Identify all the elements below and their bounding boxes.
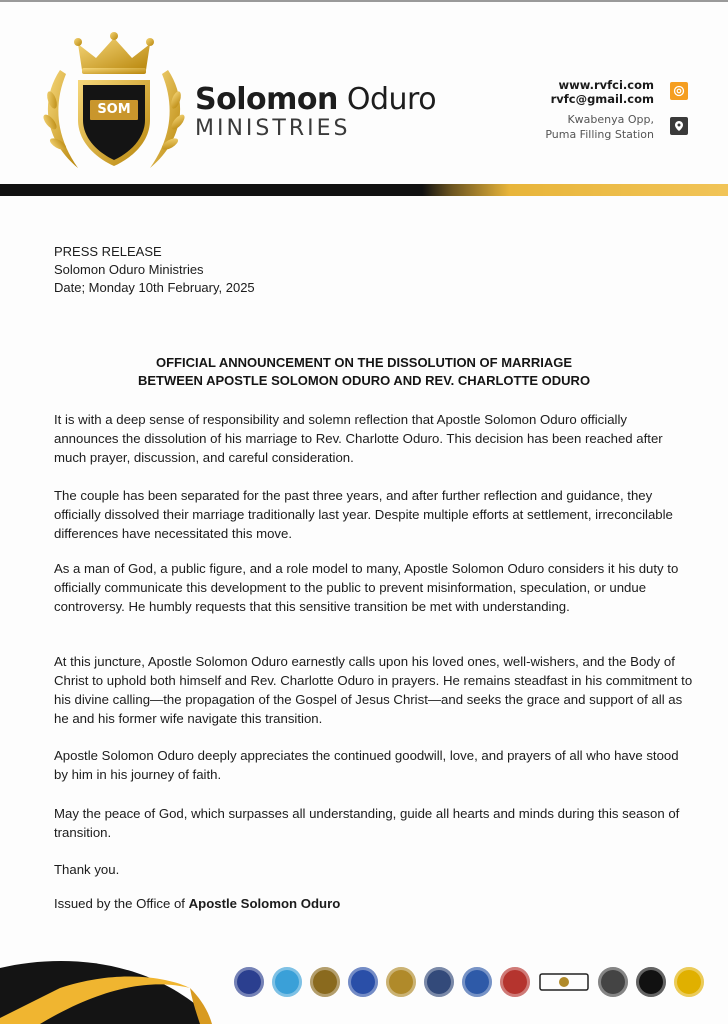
issued-by-prefix: Issued by the Office of bbox=[54, 896, 189, 911]
globe-seal-icon bbox=[424, 967, 454, 997]
body-paragraph-1: It is with a deep sense of responsibility and solemn reflection that Apostle Solomon Oduro officially announces the dissolution of his marriage to Rev. Charlotte Oduro. This decision has been reached after much prayer, discussion, and careful consideration. bbox=[54, 412, 663, 465]
partner-logos-row bbox=[234, 962, 704, 1002]
header-divider-band bbox=[0, 184, 728, 196]
meta-label: PRESS RELEASE bbox=[54, 244, 162, 259]
brand-name bbox=[195, 82, 436, 118]
tv-icon bbox=[598, 967, 628, 997]
brand-wordmark bbox=[195, 82, 436, 142]
top-border bbox=[0, 0, 728, 2]
body-paragraph-4: At this juncture, Apostle Solomon Oduro earnestly calls upon his loved ones, well-wishers, and the Body of Christ to uphold both himself and Rev. Charlotte Oduro in prayers. He remains steadfast in his commitment to his divine calling—the propagation of the Gospel of Jesus Christ—and seeks the grace and support of all as he and his former wife navigate this transition. bbox=[54, 654, 693, 726]
address-line-2: Puma Filling Station bbox=[545, 128, 654, 141]
body-paragraph-3: As a man of God, a public figure, and a role model to many, Apostle Solomon Oduro considers it his duty to officially communicate this development to the public to prevent misinformation, speculation, or undue controversy. He humbly requests that this sensitive transition be met with understanding. bbox=[54, 561, 679, 614]
brand-name-bold: Solomon bbox=[195, 82, 338, 117]
contact-block bbox=[545, 78, 654, 142]
address-line-1: Kwabenya Opp, bbox=[567, 113, 654, 126]
email-link[interactable]: rvfc@gmail.com bbox=[550, 92, 654, 106]
gold-crest-icon bbox=[386, 967, 416, 997]
announcement-title bbox=[54, 354, 674, 390]
logo-badge-text: SOM bbox=[97, 102, 131, 117]
ministry-logo bbox=[38, 30, 190, 180]
blue-shield-icon bbox=[462, 967, 492, 997]
meta-organization: Solomon Oduro Ministries bbox=[54, 262, 204, 277]
brand-subtitle: MINISTRIES bbox=[195, 116, 351, 141]
issued-by-name: Apostle Solomon Oduro bbox=[188, 896, 341, 911]
ministry-shield-icon bbox=[234, 967, 264, 997]
thank-you-line: Thank you. bbox=[54, 862, 120, 877]
title-line-1: OFFICIAL ANNOUNCEMENT ON THE DISSOLUTION OF MARRIAGE bbox=[156, 355, 572, 370]
red-seal-icon bbox=[500, 967, 530, 997]
round-seal-icon bbox=[310, 967, 340, 997]
title-line-2: BETWEEN APOSTLE SOLOMON ODURO AND REV. CHARLOTTE ODURO bbox=[137, 373, 591, 388]
issued-by-line bbox=[54, 894, 694, 913]
save-life-campaign-icon bbox=[272, 967, 302, 997]
meta-date: Date; Monday 10th February, 2025 bbox=[54, 280, 255, 295]
website-link[interactable]: www.rvfci.com bbox=[558, 78, 654, 92]
td-icon bbox=[674, 967, 704, 997]
brand-name-light: Oduro bbox=[346, 82, 437, 117]
body-paragraph-2: The couple has been separated for the past three years, and after further reflection and guidance, they officially dissolved their marriage traditionally last year. Despite multiple efforts at settlement, irreconcilable differences have necessitated this move. bbox=[54, 488, 673, 541]
at-sign-icon bbox=[670, 82, 688, 100]
location-pin-icon bbox=[670, 117, 688, 135]
body-paragraph-5: Apostle Solomon Oduro deeply appreciates the continued goodwill, love, and prayers of all who have stood by him in his journey of faith. bbox=[54, 748, 679, 782]
flame-emblem-icon bbox=[348, 967, 378, 997]
body-paragraph-6: May the peace of God, which surpasses all understanding, guide all hearts and minds during this season of transition. bbox=[54, 806, 680, 840]
star-icon bbox=[636, 967, 666, 997]
press-release-meta bbox=[54, 243, 255, 297]
som-wordmark-icon bbox=[538, 967, 590, 997]
